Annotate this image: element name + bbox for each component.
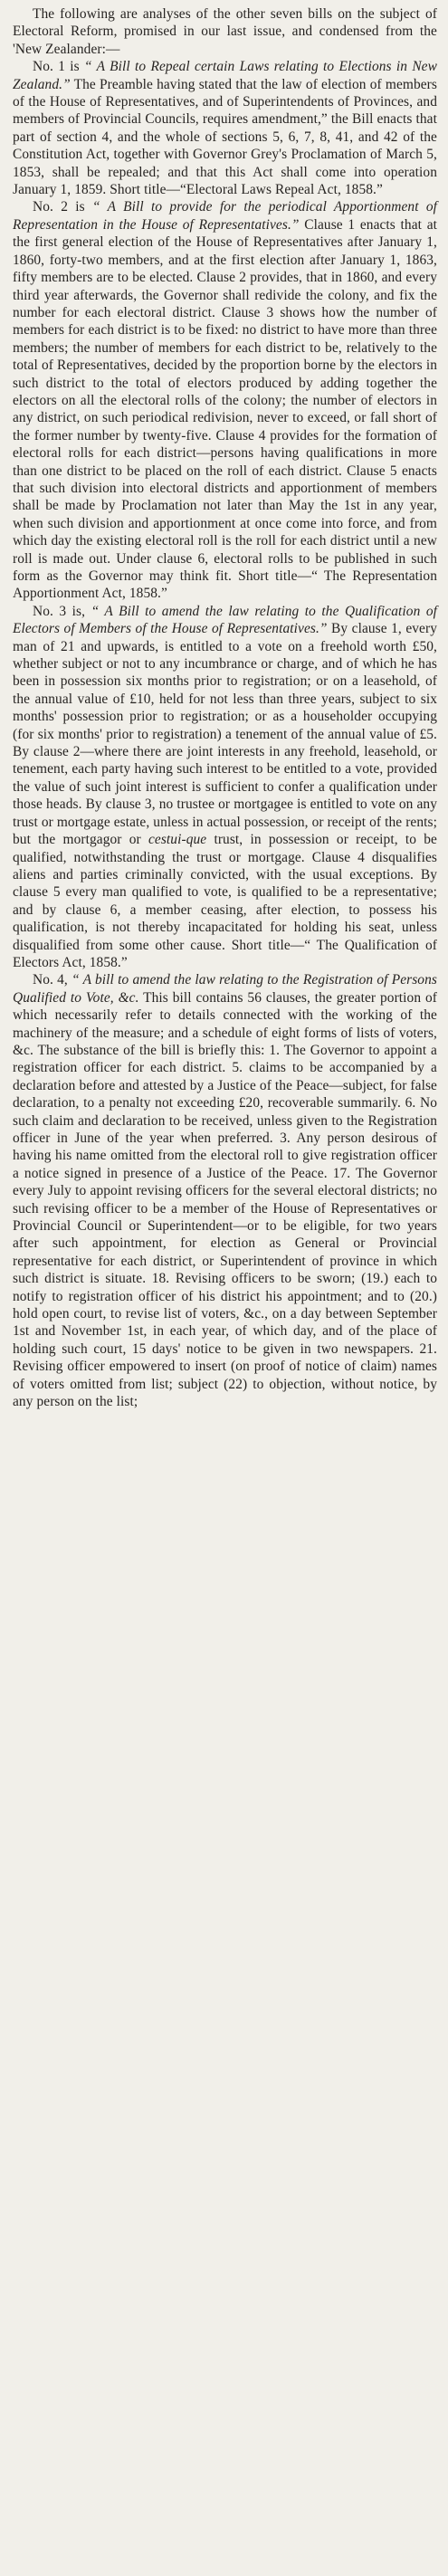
bill-4-number: No. 4, — [33, 972, 68, 988]
bill-2-body: Clause 1 enacts that at the first general election of the House of Representatives after January 1, 1860, forty-two members, and at the first election after January 1, 1863, fifty members are to be elected. Clause 2 provides, that in 1860, and every third year afterwards, the Governor shall redivide the colony, and fix the number for each electoral district. Clause 3 shows how the number of members for each district is to be fixed: no district to have more than three members; the number of members for each district to be, relatively to the total of Representatives, decided by the proportion borne by the electors in such district to the total of electors produced by adding together the electors on all the electoral rolls of the colony; the number of electors in any district, on such periodical redivision, never to exceed, or fall short of the former number by twenty-five. Clause 4 provides for the formation of electoral rolls for each district—persons having qualifications in more than one district to be placed on the roll of each district. Clause 5 enacts that such division into electoral districts and apportionment of members shall be made by Proclamation not later than May the 1st in any year, when such division and apportionment at once come into force, and from which day the existing electoral roll is the roll for each district until a new roll is made out. Under clause 6, electoral rolls to be published in such form as the Governor may think fit. Short title—“ The Representation Apportionment Act, 1858.” — [13, 216, 437, 602]
bill-4-paragraph — [13, 971, 437, 1410]
bill-3-body: By clause 1, every man of 21 and upwards, is entitled to a vote on a freehold worth £50, whether subject or not to any incumbrance or charge, and of which he has been in possession six months prior to registration; or on a leasehold, of the annual value of £10, held for not less than three years, subject to six months' possession prior to registration; or as a householder occupying (for six months' prior to registration) a tenement of the annual value of £5. By clause 2—where there are joint interests in any freehold, leasehold, or tenement, each party having such interest to be entitled to a vote, provided the value of such joint interest is sufficient to confer a qualification under those heads. By clause 3, no trustee or mortgagee is entitled to vote on any trust or mortgage estate, unless in actual possession, or receipt of the rents; but the mortgagor or — [13, 621, 437, 848]
bill-3-body-continued: trust, in possession or receipt, to be qualified, notwithstanding the trust or mortgage. Clause 4 disqualifies aliens and parties criminally convicted, with the usual exceptions. By clause 5 every man qualified to vote, is qualified to be a representative; and by clause 6, a member ceasing, after election, to possess his qualification, is not thereby incapacitated for holding his seat, unless disqualified from some other cause. Short title—“ The Qualification of Electors Act, 1858.” — [13, 832, 437, 970]
bill-4-body: This bill contains 56 clauses, the greater portion of which necessarily refer to details connected with the working of the machinery of the measure; and a schedule of eight forms of lists of voters, &c. The substance of the bill is briefly this: 1. The Governor to appoint a registration officer for each district. 5. claims to be accompanied by a declaration before and attested by a Justice of the Peace—subject, for false declaration, to a penalty not exceeding £20, recoverable summarily. 6. No such claim and declaration to be received, unless given to the Registration officer in June of the year when preferred. 3. Any person desirous of having his name omitted from the electoral roll to give registration officer a notice signed in presence of a Justice of the Peace. 17. The Governor every July to appoint revising officers for the several electoral districts; no such revising officer to be a member of the House of Representatives or Provincial Council or Superintendent—or to be eligible, for two years after such appointment, for election as General or Provincial representative for each district, or Superintendent of province in which such district is situate. 18. Revising officers to be sworn; (19.) each to notify to registration officer of his district his appointment; and to (20.) hold open court, to revise list of voters, &c., on a day between September 1st and November 1st, in each year, of which day, and of the place of holding such court, 15 days' notice to be given in two newspapers. 21. Revising officer empowered to insert (on proof of notice of claim) names of voters omitted from list; subject (22) to objection, without notice, by any person on the list; — [13, 989, 437, 1410]
bill-1-body: The Preamble having stated that the law of election of members of the House of Representatives, and of Superintendents of Provinces, and members of Provincial Councils, requires amendment,” the Bill enacts that part of section 4, and the whole of sections 5, 6, 7, 8, 41, and 42 of the Constitution Act, together with Governor Grey's Proclamation of March 5, 1853, shall be repealed; and that this Act shall come into operation January 1, 1859. Short title—“Electoral Laws Repeal Act, 1858.” — [13, 76, 437, 198]
bill-4-title: “ A bill to amend the law relating to the Registration of Persons Qualified to Vote, &c. — [13, 972, 437, 1006]
intro-paragraph: The following are analyses of the other seven bills on the subject of Electoral Reform, promised in our last issue, and condensed from the 'New Zealander:— — [13, 6, 437, 57]
bill-1-number: No. 1 is — [33, 59, 80, 75]
bill-1-paragraph — [13, 58, 437, 198]
bill-2-paragraph — [13, 198, 437, 602]
bill-1-title: “ A Bill to Repeal certain Laws relating to Elections in New Zealand.” — [13, 59, 437, 92]
bill-3-paragraph — [13, 603, 437, 972]
bill-3-number: No. 3 is, — [33, 603, 86, 619]
bill-2-number: No. 2 is — [33, 199, 85, 215]
bill-3-term: cestui-que — [148, 832, 207, 848]
bill-2-title: “ A Bill to provide for the periodical Apportionment of Representation in the House of Representatives.” — [13, 199, 437, 233]
bill-3-title: “ A Bill to amend the law relating to the Qualification of Electors of Members of the House of Representatives.” — [13, 603, 437, 637]
